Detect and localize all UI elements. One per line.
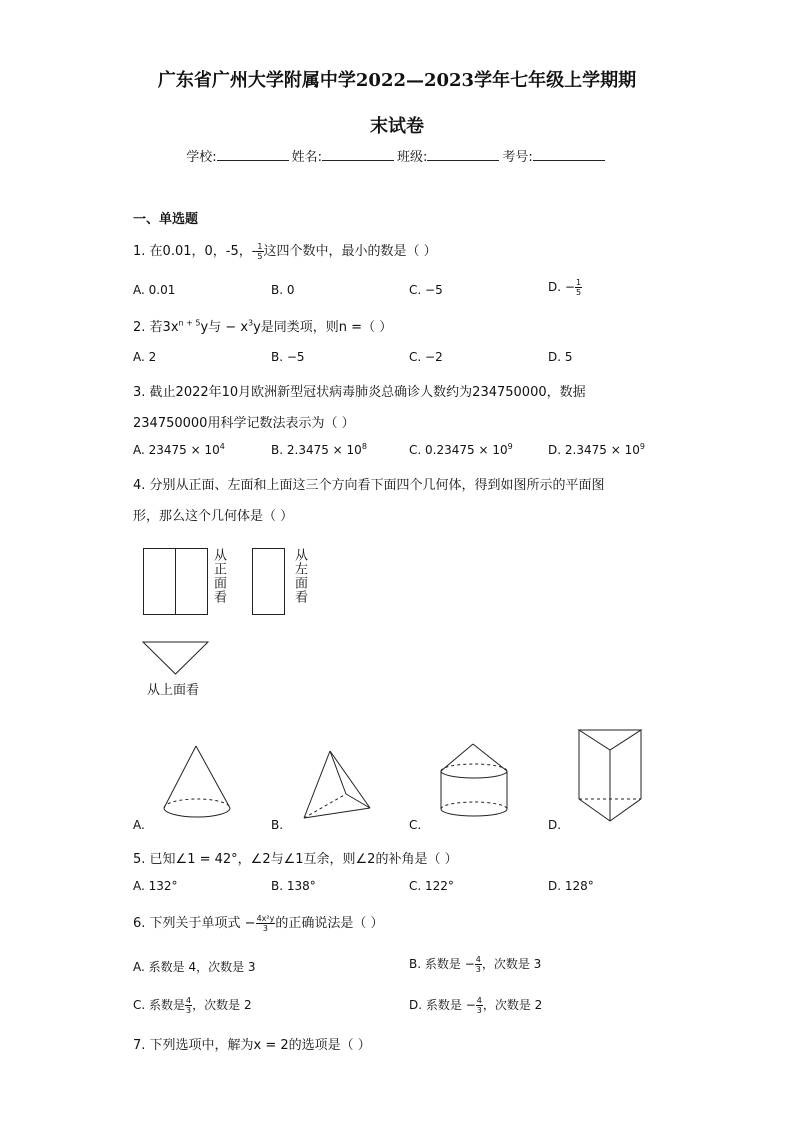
question-4-line1: 4. 分别从正面、左面和上面这三个方向看下面四个几何体，得到如图所示的平面图 bbox=[133, 478, 605, 493]
q1-option-a[interactable]: A. 0.01 bbox=[133, 283, 176, 297]
q4-option-c-cone-cylinder[interactable] bbox=[438, 743, 518, 823]
left-view-label: 从左面看 bbox=[292, 548, 307, 604]
question-text: 在0.01，0，-5，- bbox=[149, 244, 257, 259]
name-blank[interactable] bbox=[322, 148, 394, 161]
q3-option-a[interactable]: A. $23475 \times 10^4$ bbox=[133, 442, 225, 457]
q2-option-a[interactable]: A. 2 bbox=[133, 350, 157, 364]
front-view-figure bbox=[143, 548, 213, 616]
exam-title-line1: 广东省广州大学附属中学2022—2023学年七年级上学期期 bbox=[157, 70, 637, 91]
q3-option-c[interactable]: C. $0.23475 \times 10^9$ bbox=[409, 442, 513, 457]
q4-option-c[interactable]: C. bbox=[409, 818, 422, 832]
q6-option-c[interactable]: C. 系数是 $\frac{4}{3}$ ，次数是 2 bbox=[133, 996, 252, 1015]
q4-option-a-cone[interactable] bbox=[160, 745, 240, 821]
q4-option-d-prism[interactable] bbox=[578, 729, 648, 825]
q3-option-d[interactable]: D. $2.3475 \times 10^9$ bbox=[548, 442, 645, 457]
q1-option-b[interactable]: B. 0 bbox=[271, 283, 295, 297]
class-label: 班级: bbox=[397, 150, 428, 165]
fraction: $\frac{1}{5}$ bbox=[257, 242, 263, 261]
question-5: 5. 已知∠1 = 42°，∠2与∠1互余，则∠2的补角是（ ） bbox=[133, 852, 458, 867]
q6-option-a[interactable]: A. 系数是 4，次数是 3 bbox=[133, 960, 256, 974]
top-view-label: 从上面看 bbox=[147, 683, 200, 698]
question-text: 这四个数中，最小的数是（ ） bbox=[263, 244, 437, 259]
question-3-line2: 234750000用科学记数法表示为（ ） bbox=[133, 416, 355, 431]
question-1 bbox=[133, 240, 437, 261]
q1-option-c[interactable]: C. −5 bbox=[409, 283, 443, 297]
exam-title-line2: 末试卷 bbox=[370, 116, 424, 137]
question-2: 2. 若$3x^{n + 5}y$与 − $x^3y$是同类项，则n =（ ） bbox=[133, 318, 393, 335]
q5-option-b[interactable]: B. 138° bbox=[271, 879, 316, 893]
q2-option-d[interactable]: D. 5 bbox=[548, 350, 573, 364]
q5-option-a[interactable]: A. 132° bbox=[133, 879, 178, 893]
question-number: 1. bbox=[133, 244, 146, 259]
q5-option-c[interactable]: C. 122° bbox=[409, 879, 454, 893]
q6-option-d[interactable]: D. 系数是 − $\frac{4}{3}$ ，次数是 2 bbox=[409, 996, 543, 1015]
question-3-line1: 3. 截止2022年10月欧洲新型冠状病毒肺炎总确诊人数约为234750000，数据 bbox=[133, 385, 586, 400]
q3-option-b[interactable]: B. $2.3475 \times 10^8$ bbox=[271, 442, 367, 457]
q2-option-b[interactable]: B. −5 bbox=[271, 350, 305, 364]
top-view-figure bbox=[142, 641, 210, 677]
question-6: 6. 下列关于单项式 − $\frac{\text{4x²y}}{3}$ 的正确说法是（ ） bbox=[133, 914, 384, 933]
front-view-label: 从正面看 bbox=[211, 548, 226, 604]
q4-option-b[interactable]: B. bbox=[271, 818, 284, 832]
left-view-figure bbox=[252, 548, 288, 616]
name-label: 姓名: bbox=[291, 150, 322, 165]
class-blank[interactable] bbox=[427, 148, 499, 161]
q1-option-d[interactable]: D. − $\frac{1}{5}$ bbox=[548, 278, 582, 297]
q4-option-d[interactable]: D. bbox=[548, 818, 562, 832]
q4-option-a[interactable]: A. bbox=[133, 818, 145, 832]
student-info-row bbox=[0, 146, 794, 165]
question-7: 7. 下列选项中，解为x = 2的选项是（ ） bbox=[133, 1038, 371, 1053]
id-blank[interactable] bbox=[533, 148, 605, 161]
school-label: 学校: bbox=[186, 150, 217, 165]
q6-option-b[interactable]: B. 系数是 − $\frac{4}{3}$ ，次数是 3 bbox=[409, 955, 542, 974]
q2-option-c[interactable]: C. −2 bbox=[409, 350, 443, 364]
fraction: $\frac{\text{4x²y}}{3}$ bbox=[256, 914, 275, 933]
q5-option-d[interactable]: D. 128° bbox=[548, 879, 594, 893]
section-title: 一、单选题 bbox=[133, 212, 199, 227]
question-4-line2: 形，那么这个几何体是（ ） bbox=[133, 509, 294, 524]
school-blank[interactable] bbox=[217, 148, 289, 161]
q4-option-b-pyramid[interactable] bbox=[300, 750, 380, 822]
id-label: 考号: bbox=[502, 150, 533, 165]
